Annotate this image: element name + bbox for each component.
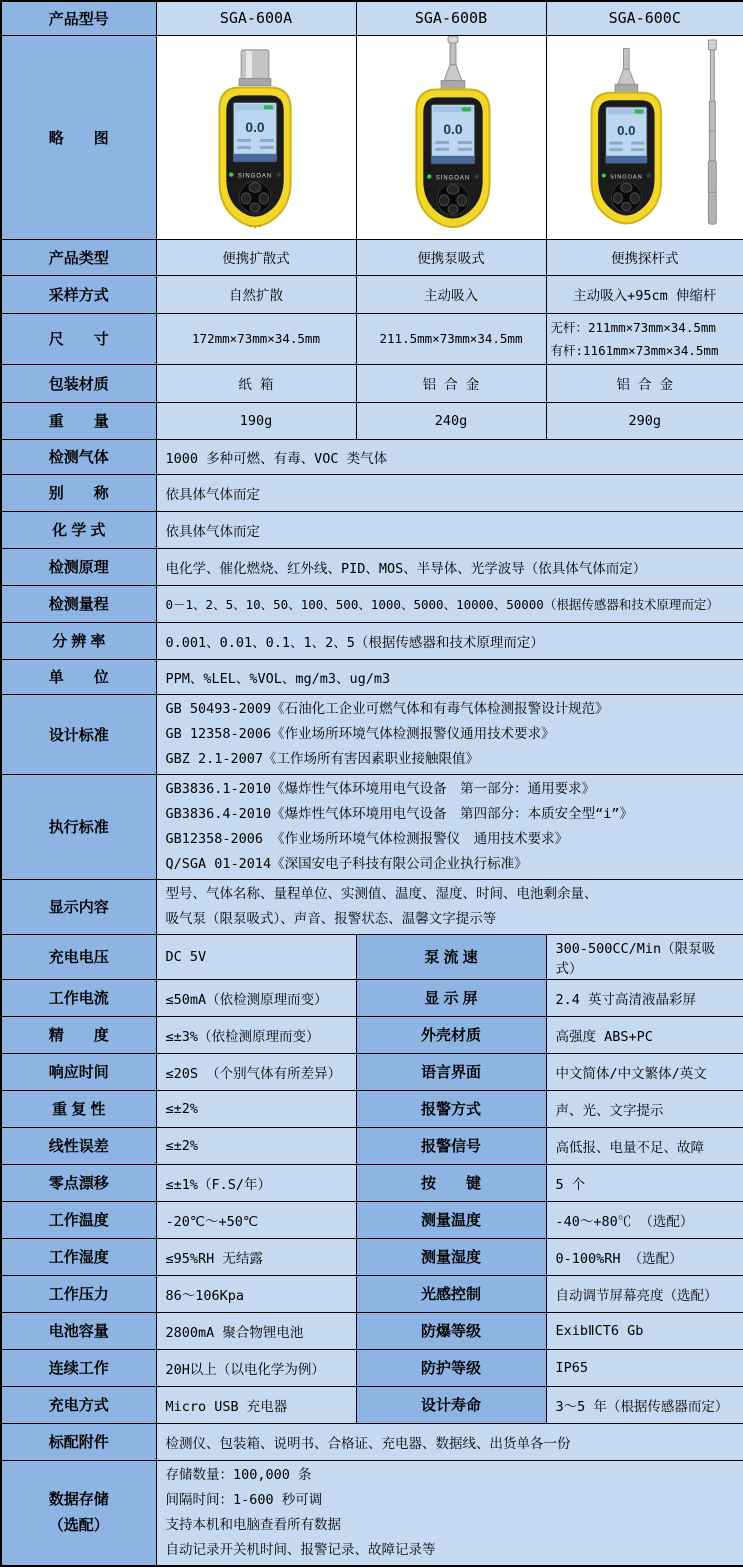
row-label: 单 位 bbox=[1, 659, 156, 694]
row-label: 按 键 bbox=[356, 1164, 546, 1201]
value-cell: 211.5mm×73mm×34.5mm bbox=[356, 313, 546, 364]
row-label: 线性误差 bbox=[1, 1127, 156, 1164]
row-response-language bbox=[1, 1053, 743, 1090]
standard-line: GB3836.4-2010《爆炸性气体环境用电气设备 第四部分：本质安全型“i”》 bbox=[165, 805, 634, 822]
value-cell: 172mm×73mm×34.5mm bbox=[156, 313, 356, 364]
photo-cell-sga-600a bbox=[156, 35, 356, 239]
model-name-b: SGA-600B bbox=[356, 1, 546, 35]
svg-text:0.0: 0.0 bbox=[245, 119, 265, 136]
row-label: 化 学 式 bbox=[1, 511, 156, 548]
row-label: 工作压力 bbox=[1, 1275, 156, 1312]
row-detection-range bbox=[1, 585, 743, 622]
value-cell: 190g bbox=[156, 402, 356, 439]
row-label: 尺 寸 bbox=[1, 313, 156, 364]
svg-text:SINGOAN: SINGOAN bbox=[435, 175, 471, 182]
value-cell: -40～+80℃ （选配） bbox=[546, 1201, 743, 1238]
standard-line: GB12358-2006 《作业场所环境气体检测报警仪 通用技术要求》 bbox=[165, 830, 569, 847]
row-pressure-light-control bbox=[1, 1275, 743, 1312]
row-label: 分 辨 率 bbox=[1, 622, 156, 659]
row-battery-explosion-proof bbox=[1, 1312, 743, 1349]
row-design-standards bbox=[1, 694, 743, 774]
value-cell: 主动吸入 bbox=[356, 275, 546, 313]
row-label: 包装材质 bbox=[1, 364, 156, 402]
row-charging-design-life bbox=[1, 1386, 743, 1423]
row-charge-voltage-pump-flow bbox=[1, 934, 743, 979]
value-cell: 240g bbox=[356, 402, 546, 439]
row-current-screen bbox=[1, 979, 743, 1016]
storage-line: 存储数量：100,000 条 bbox=[165, 1466, 312, 1483]
value-cell: ≤95%RH 无结露 bbox=[156, 1238, 356, 1275]
row-display-content bbox=[1, 879, 743, 934]
row-zero-drift-buttons bbox=[1, 1164, 743, 1201]
value-cell: 高强度 ABS+PC bbox=[546, 1016, 743, 1053]
row-product-type bbox=[1, 239, 743, 275]
row-label: 重 量 bbox=[1, 402, 156, 439]
value-cell: 铝 合 金 bbox=[356, 364, 546, 402]
display-line: 吸气泵（限泵吸式）、声音、报警状态、温馨文字提示等 bbox=[165, 910, 497, 927]
row-label: 充电方式 bbox=[1, 1386, 156, 1423]
value-cell: 0-100%RH （选配） bbox=[546, 1238, 743, 1275]
dim-no-rod: 无杆：211mm×73mm×34.5mm bbox=[550, 319, 716, 335]
display-line: 型号、气体名称、量程单位、实测值、温度、湿度、时间、电池剩余量、 bbox=[165, 885, 598, 902]
value-cell: ≤±2% bbox=[156, 1127, 356, 1164]
row-linearity-alarm-signal bbox=[1, 1127, 743, 1164]
row-label: 充电电压 bbox=[1, 934, 156, 979]
row-sketch bbox=[1, 35, 743, 239]
row-alias bbox=[1, 474, 743, 511]
row-label: 响应时间 bbox=[1, 1053, 156, 1090]
row-exec-standards bbox=[1, 774, 743, 879]
storage-label-line: 数据存储 bbox=[48, 1490, 109, 1508]
device-illustration-sga-600c bbox=[547, 36, 743, 238]
row-label: 连续工作 bbox=[1, 1349, 156, 1386]
value-cell: 0.001、0.01、0.1、1、2、5（根据传感器和技术原理而定） bbox=[156, 622, 743, 659]
row-model bbox=[1, 1, 743, 35]
row-work-humidity-measure-humidity bbox=[1, 1238, 743, 1275]
value-cell bbox=[156, 694, 743, 774]
value-cell: 依具体气体而定 bbox=[156, 474, 743, 511]
value-cell: 290g bbox=[546, 402, 743, 439]
row-accuracy-shell bbox=[1, 1016, 743, 1053]
value-cell: 主动吸入+95cm 伸缩杆 bbox=[546, 275, 743, 313]
row-continuous-work-ip-rating bbox=[1, 1349, 743, 1386]
value-cell: 电化学、催化燃烧、红外线、PID、MOS、半导体、光学波导（依具体气体而定） bbox=[156, 548, 743, 585]
telescopic-rod-illustration bbox=[708, 40, 716, 224]
dim-with-rod: 有杆:1161mm×73mm×34.5mm bbox=[550, 342, 719, 358]
device-illustration-sga-600b bbox=[357, 36, 545, 238]
row-chemical-formula bbox=[1, 511, 743, 548]
model-name-a: SGA-600A bbox=[156, 1, 356, 35]
value-cell: ≤50mA（依检测原理而变） bbox=[156, 979, 356, 1016]
row-dimensions bbox=[1, 313, 743, 364]
storage-line: 间隔时间：1-600 秒可调 bbox=[165, 1491, 323, 1508]
value-cell: ≤20S （个别气体有所差异） bbox=[156, 1053, 356, 1090]
standard-line: GB 50493-2009《石油化工企业可燃气体和有毒气体检测报警设计规范》 bbox=[165, 700, 609, 717]
standard-line: Q/SGA 01-2014《深国安电子科技有限公司企业执行标准》 bbox=[165, 855, 528, 872]
row-label: 外壳材质 bbox=[356, 1016, 546, 1053]
row-packaging bbox=[1, 364, 743, 402]
standard-line: GBZ 2.1-2007《工作场所有害因素职业接触限值》 bbox=[165, 750, 480, 767]
row-label: 标配附件 bbox=[1, 1423, 156, 1460]
row-label: 重 复 性 bbox=[1, 1090, 156, 1127]
row-label: 产品类型 bbox=[1, 239, 156, 275]
row-work-temp-measure-temp bbox=[1, 1201, 743, 1238]
row-detected-gas bbox=[1, 439, 743, 474]
value-cell: ExibⅡCT6 Gb bbox=[546, 1312, 743, 1349]
row-label: 测量湿度 bbox=[356, 1238, 546, 1275]
row-label: 工作电流 bbox=[1, 979, 156, 1016]
row-label: 执行标准 bbox=[1, 774, 156, 879]
svg-text:SINGOAN: SINGOAN bbox=[609, 174, 643, 181]
row-label: 检测原理 bbox=[1, 548, 156, 585]
svg-text:SINGOAN: SINGOAN bbox=[237, 173, 273, 180]
value-cell: IP65 bbox=[546, 1349, 743, 1386]
value-cell bbox=[156, 1460, 743, 1566]
row-detection-principle bbox=[1, 548, 743, 585]
value-cell: 依具体气体而定 bbox=[156, 511, 743, 548]
value-cell: 便携探杆式 bbox=[546, 239, 743, 275]
row-label: 防爆等级 bbox=[356, 1312, 546, 1349]
row-label: 别 称 bbox=[1, 474, 156, 511]
value-cell: 自动调节屏幕亮度（选配） bbox=[546, 1275, 743, 1312]
value-cell bbox=[546, 313, 743, 364]
value-cell: 2800mA 聚合物锂电池 bbox=[156, 1312, 356, 1349]
svg-text:0.0: 0.0 bbox=[443, 121, 463, 138]
value-cell: 中文简体/中文繁体/英文 bbox=[546, 1053, 743, 1090]
value-cell: 1000 多种可燃、有毒、VOC 类气体 bbox=[156, 439, 743, 474]
row-label: 显示内容 bbox=[1, 879, 156, 934]
standard-line: GB 12358-2006《作业场所环境气体检测报警仪通用技术要求》 bbox=[165, 725, 555, 742]
row-label: 报警信号 bbox=[356, 1127, 546, 1164]
device-illustration-sga-600a bbox=[157, 36, 355, 238]
row-label: 精 度 bbox=[1, 1016, 156, 1053]
storage-line: 支持本机和电脑查看所有数据 bbox=[165, 1516, 341, 1533]
value-cell: 便携泵吸式 bbox=[356, 239, 546, 275]
value-cell: 检测仪、包装箱、说明书、合格证、充电器、数据线、出货单各一份 bbox=[156, 1423, 743, 1460]
row-label: 测量温度 bbox=[356, 1201, 546, 1238]
row-unit bbox=[1, 659, 743, 694]
storage-line: 自动记录开关机时间、报警记录、故障记录等 bbox=[165, 1541, 436, 1558]
standard-line: GB3836.1-2010《爆炸性气体环境用电气设备 第一部分：通用要求》 bbox=[165, 780, 596, 797]
value-cell: PPM、%LEL、%VOL、mg/m3、ug/m3 bbox=[156, 659, 743, 694]
row-sampling bbox=[1, 275, 743, 313]
value-cell: 3～5 年（根据传感器而定） bbox=[546, 1386, 743, 1423]
row-label: 报警方式 bbox=[356, 1090, 546, 1127]
value-cell: 86～106Kpa bbox=[156, 1275, 356, 1312]
row-label: 防护等级 bbox=[356, 1349, 546, 1386]
value-cell: ≤±3%（依检测原理而变） bbox=[156, 1016, 356, 1053]
row-label: 工作温度 bbox=[1, 1201, 156, 1238]
value-cell: 20H以上（以电化学为例） bbox=[156, 1349, 356, 1386]
row-label: 检测量程 bbox=[1, 585, 156, 622]
row-label: 采样方式 bbox=[1, 275, 156, 313]
value-cell: 便携扩散式 bbox=[156, 239, 356, 275]
value-cell: ≤±1%（F.S/年） bbox=[156, 1164, 356, 1201]
value-cell: ≤±2% bbox=[156, 1090, 356, 1127]
photo-cell-sga-600c bbox=[546, 35, 743, 239]
row-label: 工作湿度 bbox=[1, 1238, 156, 1275]
value-cell bbox=[156, 879, 743, 934]
value-cell: -20℃～+50℃ bbox=[156, 1201, 356, 1238]
value-cell: 0－1、2、5、10、50、100、500、1000、5000、10000、50000（根据传感器和技术原理而定） bbox=[156, 585, 743, 622]
row-weight bbox=[1, 402, 743, 439]
row-label: 电池容量 bbox=[1, 1312, 156, 1349]
row-label: 设计寿命 bbox=[356, 1386, 546, 1423]
photo-cell-sga-600b bbox=[356, 35, 546, 239]
row-resolution bbox=[1, 622, 743, 659]
row-label: 零点漂移 bbox=[1, 1164, 156, 1201]
value-cell: 纸 箱 bbox=[156, 364, 356, 402]
row-label: 光感控制 bbox=[356, 1275, 546, 1312]
storage-label-line: （选配） bbox=[48, 1516, 109, 1534]
model-row-label: 产品型号 bbox=[1, 1, 156, 35]
value-cell: 高低报、电量不足、故障 bbox=[546, 1127, 743, 1164]
value-cell: 300-500CC/Min（限泵吸式） bbox=[546, 934, 743, 979]
value-cell: 声、光、文字提示 bbox=[546, 1090, 743, 1127]
value-cell: 铝 合 金 bbox=[546, 364, 743, 402]
value-cell: Micro USB 充电器 bbox=[156, 1386, 356, 1423]
row-label: 检测气体 bbox=[1, 439, 156, 474]
row-repeatability-alarm-mode bbox=[1, 1090, 743, 1127]
model-name-c: SGA-600C bbox=[546, 1, 743, 35]
value-cell: 自然扩散 bbox=[156, 275, 356, 313]
svg-text:0.0: 0.0 bbox=[616, 123, 636, 139]
row-label: 设计标准 bbox=[1, 694, 156, 774]
row-accessories bbox=[1, 1423, 743, 1460]
row-label: 语言界面 bbox=[356, 1053, 546, 1090]
value-cell: DC 5V bbox=[156, 934, 356, 979]
value-cell bbox=[156, 774, 743, 879]
row-data-storage bbox=[1, 1460, 743, 1566]
sketch-row-label: 略 图 bbox=[1, 35, 156, 239]
row-label bbox=[1, 1460, 156, 1566]
row-label: 显 示 屏 bbox=[356, 979, 546, 1016]
row-label: 泵 流 速 bbox=[356, 934, 546, 979]
value-cell: 2.4 英寸高清液晶彩屏 bbox=[546, 979, 743, 1016]
value-cell: 5 个 bbox=[546, 1164, 743, 1201]
